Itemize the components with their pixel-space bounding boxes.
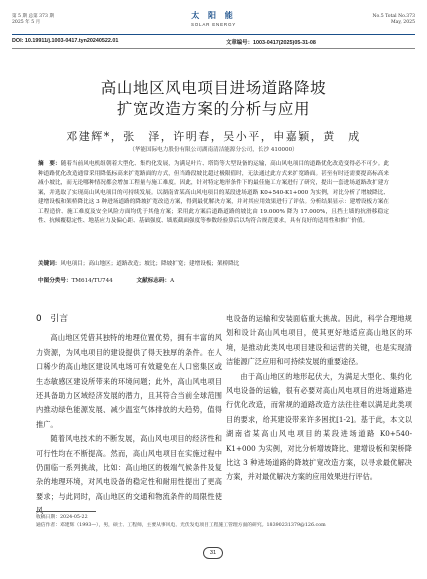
paragraph: 高山地区凭借其独特的地理位置优势，拥有丰富的风力资源，为风电项目的建设提供了得天独厚的条件。在人口稀少的高山地区建设风电场可有效避免在人口密集区或生态敏感区建设所带来的环境问题；此外，高山风电项目还具备助力区域经济发展的潜力，且其符合当前全球范围内推动绿色能源发展、减少温室气体排放的大趋势，值得推广。 <box>36 333 222 429</box>
body-column-right <box>226 312 412 485</box>
title-line-1: 高山地区风电项目进场道路降坡 <box>100 79 327 97</box>
abstract <box>38 160 389 227</box>
article-number: 文章编号：1003-0417(2025)05-31-08 <box>226 40 316 46</box>
keywords <box>38 260 389 269</box>
doc-code-group <box>137 276 175 284</box>
abstract-text: 随着当前风电机组朝着大型化、集约化发展，为满足叶片、塔筒等大型设备的运输，高山风电项目的道路优化改造变得必不可少。此种道路优化改造通常采用降低标高来扩宽路面的方式，但当路段坡比超过极限值时，无法通过此方式来扩宽路面。甚至有时还需要提高标高来减小坡比，而无论哪种情况都会增加工程量与施工难度。因此，针对特定地形条件下的最佳施工方案进行了研究，提出一套进场道路改扩建方案，并选取了实现高山风电项目的可持续发展。以湖南省某高山风电项目的某段进场道路 K0+540-K1+000 为实例，对比分析了增坡降比、建增设板和架桥降比这 3 种进场道路的降坡扩宽改造方案，得到最优解决方案，并对其应用效果进行了评估。分析结果显示：建增设板方案在工程造价、施工难度及安全风险方面均优于其他方案；采用此方案后道路道路的坡比由 19.000% 降为 17.000%，且挡土墙的抗滑移稳定性、抗倾覆稳定性、地基应力及偏心距、基础强度、墙底截面强度等参数经验算后以均符合规范要求，具有良好的适用性和推广价值。 <box>38 161 389 224</box>
classification <box>38 276 389 284</box>
issue-en-text: No.5 Total No.373 <box>372 14 415 19</box>
clc-group <box>38 276 113 284</box>
paragraph: 随着风电技术的不断发展，高山风电项目的经济性和可行性均在不断提高。然而，高山风电项目在实施过程中仍面临一系列挑战，比如：高山地区的极端气候条件及复杂的地理环境，对风电设备的稳定性和耐用性提出了更高要求；与此同时，高山地区的交通和物流条件的局限性使风 <box>36 434 222 516</box>
header-issue-en <box>373 14 415 26</box>
journal-name-cn: 太 阳 能 <box>191 10 236 20</box>
section-heading: 0 引言 <box>36 314 68 324</box>
affiliation: （华能国际电力股份有限公司湖南清洁能源分公司，长沙 410000） <box>129 147 298 153</box>
doi-text: DOI: 10.19911/j.1003-0417.tyn20240522.01 <box>12 38 119 44</box>
clc-value: TM614/TU744 <box>71 278 113 284</box>
doc-code-label: 文献标志码： <box>136 278 171 284</box>
date-cn-text: 2025 年 5 月 <box>12 20 41 25</box>
title-line-2: 扩宽改造方案的分析与应用 <box>116 100 311 118</box>
footnote-rule <box>36 511 96 512</box>
keywords-label: 关键词： <box>38 261 61 267</box>
journal-title-block <box>12 10 415 27</box>
paragraph: 由于高山地区的地形起伏大，为满足大型化、集约化风电设备的运输，很有必要对高山风电项目的进场道路进行优化改造，而常规的道路改造方法往往难以满足此类项目的要求，给其建设带来许多困扰[1-2]。基于此，本文以湖南省某高山风电项目的某段进场道路 K0+540-K1+000 为实例，对比分析增坡降比、建增设板和架桥降比这 3 种进场道路的降坡扩宽改造方案，以寻求最优解决方案，并对最优解决方案的应用效果进行评估。 <box>226 371 412 482</box>
article-title <box>0 78 427 120</box>
issue-cn-text: 第 5 期 总第 373 期 <box>12 14 54 19</box>
article-meta <box>12 38 415 46</box>
page-number: 31 <box>203 547 223 559</box>
body-column-left <box>36 312 222 519</box>
clc-label: 中图分类号： <box>38 278 72 284</box>
doc-code-value: A <box>170 278 175 284</box>
date-en-text: May, 2025 <box>390 20 415 25</box>
author-list: 邓建辉*，张 泽，许明春，吴小平，申嘉颖，黄 成 <box>66 130 361 143</box>
header-rule <box>12 34 415 35</box>
paragraph: 电设备的运输和安装面临重大挑战。因此，科学合理地规划和设计高山风电项目，使其更好地适应高山地区的环境，是推动此类风电项目建设和运营的关键，也是实现清洁能源广泛应用和可持续发展的重要途径。 <box>226 314 412 367</box>
abstract-label: 摘 要： <box>38 161 61 167</box>
author-info: 通信作者：邓建辉（1993—），男，硕士、工程师，主要从事风电、光伏发电项目工程施工管理方面的研究。18390231379@126.com <box>36 522 326 528</box>
footnote <box>36 514 397 529</box>
journal-name-en: SOLAR ENERGY <box>190 22 237 27</box>
journal-header <box>12 6 415 36</box>
meta-rule <box>12 48 415 49</box>
received-date: 收稿日期：2024-05-22 <box>36 515 88 520</box>
keywords-text: 风电项目；高山地区；道路改造；坡比；降坡扩宽；建增设板；架桥降比 <box>60 261 240 267</box>
